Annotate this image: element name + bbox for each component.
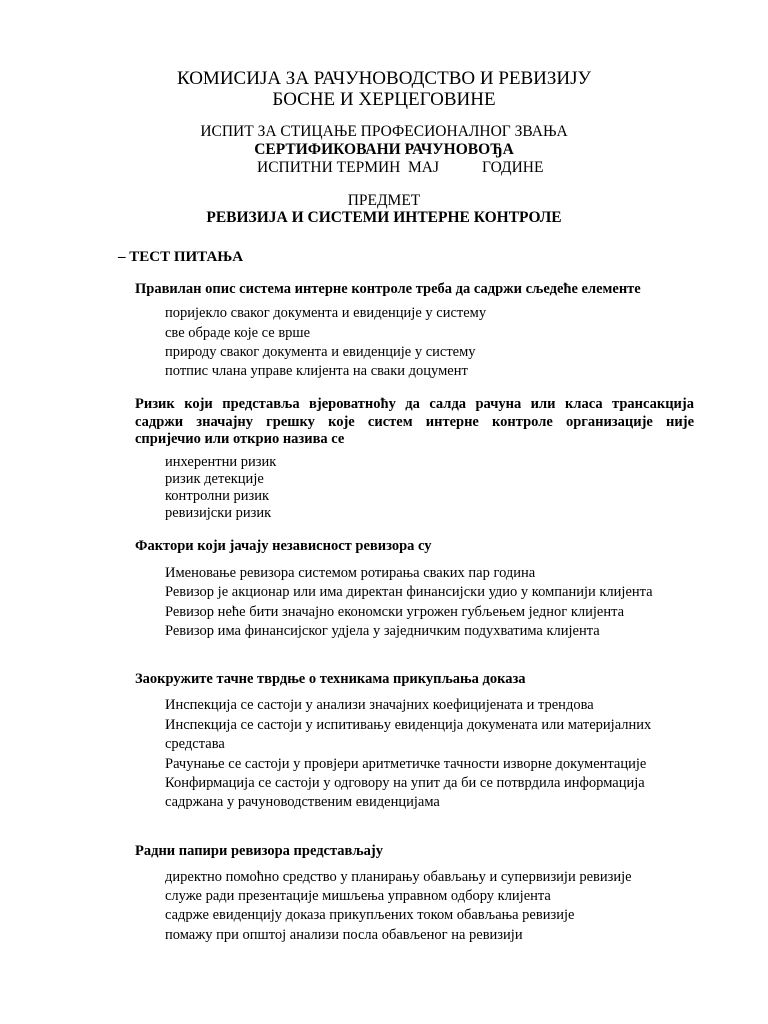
commission-title-line2: БОСНЕ И ХЕРЦЕГОВИНЕ bbox=[272, 89, 496, 110]
commission-title-line1: КОМИСИЈА ЗА РАЧУНОВОДСТВО И РЕВИЗИЈУ bbox=[177, 68, 591, 89]
question-5-option-3: садрже евиденцију доказа прикупљених током обављања ревизије bbox=[165, 907, 575, 923]
question-2-option-1: инхерентни ризик bbox=[165, 454, 277, 470]
exam-term-label: ИСПИТНИ ТЕРМИН bbox=[257, 159, 401, 176]
question-4-option-3: Рачунање се састоји у провјери аритметичке тачности изворне документације bbox=[165, 756, 647, 772]
question-1-text: Правилан опис система интерне контроле треба да садржи сљедеће елементе bbox=[135, 281, 641, 297]
question-2-text-line-3: спријечио или открио назива се bbox=[135, 431, 345, 447]
question-2-text-line-2: садржи значајну грешку које систем интерне контроле организације није bbox=[135, 413, 694, 430]
subject-label: ПРЕДМЕТ bbox=[347, 192, 421, 209]
question-1-option-1: поријекло сваког документа и евиденције у систему bbox=[165, 305, 487, 321]
question-2-text bbox=[135, 396, 694, 449]
question-4-option-1: Инспекција се састоји у анализи значајних коефицијената и трендова bbox=[165, 697, 594, 713]
exam-title-line: ИСПИТ ЗА СТИЦАЊЕ ПРОФЕСИОНАЛНОГ ЗВАЊА bbox=[200, 123, 568, 140]
question-2-option-2: ризик детекције bbox=[165, 471, 264, 487]
question-4-option-4: Конфирмација се састоји у одговору на упит да би се потврдила информација bbox=[165, 775, 645, 791]
question-1-option-3: природу сваког документа и евиденције у систему bbox=[165, 344, 476, 360]
question-3-option-2: Ревизор је акционар или има директан финансијски удио у компанији клијента bbox=[165, 584, 653, 600]
question-2-text-line-1: Ризик који представља вјероватноћу да салда рачуна или класа трансакција bbox=[135, 396, 694, 412]
question-2-option-4: ревизијски ризик bbox=[165, 505, 272, 521]
question-1-option-2: све обраде које се врше bbox=[165, 325, 311, 341]
question-4-option-2: Инспекција се састоји у испитивању евиденција докумената или материјалних bbox=[165, 717, 652, 733]
certification-title-line: СЕРТИФИКОВАНИ РАЧУНОВОЂА bbox=[254, 141, 514, 158]
question-5-option-2: служе ради презентације мишљења управном одбору клијента bbox=[165, 888, 551, 904]
question-5-option-1: директно помоћно средство у планирању обављању и супервизији ревизије bbox=[165, 869, 632, 885]
question-5-text: Радни папири ревизора представљају bbox=[135, 843, 384, 859]
question-4-option-2-continued: средстава bbox=[165, 736, 225, 752]
question-3-option-3: Ревизор неће бити значајно економски угрожен губљењем једног клијента bbox=[165, 604, 625, 620]
section-title: – ТЕСТ ПИТАЊА bbox=[118, 249, 244, 265]
question-2-option-3: контролни ризик bbox=[165, 488, 270, 504]
subject-name: РЕВИЗИЈА И СИСТЕМИ ИНТЕРНЕ КОНТРОЛЕ bbox=[206, 209, 562, 226]
question-1-option-4: потпис члана управе клијента на сваки доцумент bbox=[165, 363, 468, 379]
exam-term-month: МАЈ bbox=[408, 159, 440, 176]
question-3-text: Фактори који јачају независност ревизора су bbox=[135, 538, 432, 554]
question-4-text: Заокружите тачне тврдње о техникама прикупљања доказа bbox=[135, 671, 526, 687]
question-4-option-4-continued: садржана у рачуноводственим евиденцијама bbox=[165, 794, 440, 810]
question-3-option-4: Ревизор има финансијског удјела у заједничким подухватима клијента bbox=[165, 623, 600, 639]
exam-term-year-label: ГОДИНЕ bbox=[482, 159, 544, 176]
question-5-option-4: помажу при општој анализи посла обављеног на ревизији bbox=[165, 927, 523, 943]
question-3-option-1: Именовање ревизора системом ротирања сваких пар година bbox=[165, 565, 536, 581]
